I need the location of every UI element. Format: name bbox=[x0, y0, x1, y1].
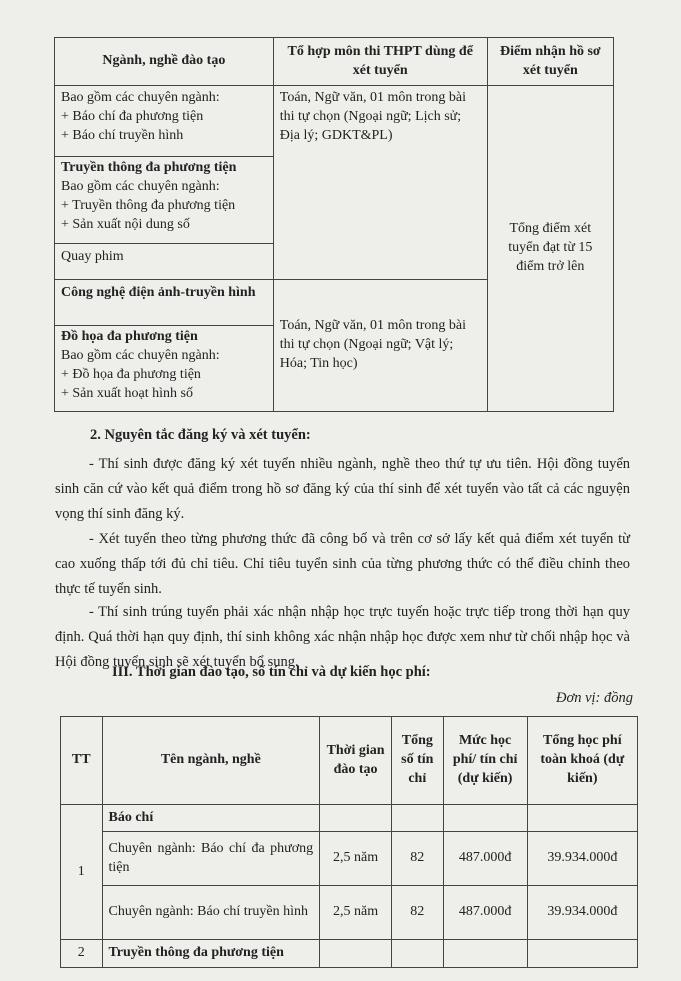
major-line: + Truyền thông đa phương tiện bbox=[61, 197, 236, 213]
major-cell bbox=[55, 86, 274, 157]
score-text: Tổng điểm xét tuyển đạt từ 15 điểm trở lên bbox=[508, 221, 593, 274]
major-line: + Báo chí đa phương tiện bbox=[61, 108, 204, 124]
major-title: Truyền thông đa phương tiện bbox=[61, 160, 237, 175]
empty-cell bbox=[320, 805, 392, 832]
row-number: 2 bbox=[61, 940, 103, 968]
table-header-row bbox=[55, 38, 614, 86]
section-3-title: III. Thời gian đào tạo, số tín chỉ và dự kiến học phí: bbox=[112, 664, 431, 680]
combination-text: Toán, Ngữ văn, 01 môn trong bài thi tự chọn (Ngoại ngữ; Lịch sử; Địa lý; GDKT&PL) bbox=[279, 90, 466, 143]
header-fee: Mức học phí/ tín chỉ (dự kiến) bbox=[443, 717, 527, 805]
tuition-table bbox=[60, 716, 638, 968]
header-time: Thời gian đào tạo bbox=[320, 717, 392, 805]
major-line: + Sản xuất hoạt hình số bbox=[61, 385, 193, 401]
paragraph bbox=[55, 452, 630, 527]
credits: 82 bbox=[391, 832, 443, 886]
major-line: Bao gồm các chuyên ngành: bbox=[61, 178, 220, 194]
major-line: + Sản xuất nội dung số bbox=[61, 216, 190, 232]
total-fee: 39.934.000đ bbox=[527, 832, 637, 886]
training-time: 2,5 năm bbox=[320, 886, 392, 940]
admission-combination-table bbox=[54, 37, 614, 412]
major-name: Chuyên ngành: Báo chí truyền hình bbox=[102, 886, 320, 940]
table-header-row bbox=[61, 717, 638, 805]
major-cell bbox=[55, 157, 274, 244]
group-name: Báo chí bbox=[102, 805, 320, 832]
header-tt: TT bbox=[61, 717, 103, 805]
major-title: Quay phim bbox=[61, 249, 124, 264]
empty-cell bbox=[320, 940, 392, 968]
empty-cell bbox=[443, 940, 527, 968]
training-time: 2,5 năm bbox=[320, 832, 392, 886]
major-cell bbox=[55, 244, 274, 280]
table-row bbox=[61, 940, 638, 968]
table-row bbox=[55, 86, 614, 157]
table-row bbox=[61, 805, 638, 832]
header-total: Tổng học phí toàn khoá (dự kiến) bbox=[527, 717, 637, 805]
header-combination: Tổ hợp môn thi THPT dùng để xét tuyển bbox=[273, 38, 487, 86]
empty-cell bbox=[391, 805, 443, 832]
table-row bbox=[61, 832, 638, 886]
header-credits: Tổng số tín chỉ bbox=[391, 717, 443, 805]
major-title: Công nghệ điện ảnh-truyền hình bbox=[61, 285, 256, 300]
total-fee: 39.934.000đ bbox=[527, 886, 637, 940]
group-name: Truyền thông đa phương tiện bbox=[102, 940, 320, 968]
paragraph-text: - Thí sinh trúng tuyển phải xác nhận nhập học trực tuyến hoặc trực tiếp trong thời hạn quy định. Quá thời hạn quy định, thí sinh không xác nhận nhập học được xem như từ chối nhập học và Hội đồng tuyển sinh sẽ xét tuyển bổ sung. bbox=[55, 604, 630, 670]
empty-cell bbox=[527, 940, 637, 968]
major-title: Đồ họa đa phương tiện bbox=[61, 329, 198, 344]
paragraph-text: - Xét tuyển theo từng phương thức đã công bố và trên cơ sở lấy kết quả điểm xét tuyển từ cao xuống thấp tới đủ chỉ tiêu. Chỉ tiêu tuyển sinh của từng phương thức có thể điều chỉnh theo thực tế tuyển sinh. bbox=[55, 531, 630, 597]
major-line: + Báo chí truyền hình bbox=[61, 127, 184, 143]
combination-cell-2 bbox=[273, 280, 487, 412]
row-number: 1 bbox=[61, 805, 103, 940]
major-line: + Đồ họa đa phương tiện bbox=[61, 366, 201, 382]
fee-per-credit: 487.000đ bbox=[443, 832, 527, 886]
section-2-title: 2. Nguyên tắc đăng ký và xét tuyển: bbox=[90, 427, 311, 443]
currency-unit: Đơn vị: đồng bbox=[555, 690, 633, 706]
combination-cell-1 bbox=[273, 86, 487, 280]
major-line: Bao gồm các chuyên ngành: bbox=[61, 90, 220, 105]
header-name: Tên ngành, nghề bbox=[102, 717, 320, 805]
major-cell bbox=[55, 280, 274, 326]
major-cell bbox=[55, 326, 274, 412]
fee-per-credit: 487.000đ bbox=[443, 886, 527, 940]
paragraph bbox=[55, 527, 630, 602]
major-line: Bao gồm các chuyên ngành: bbox=[61, 347, 220, 363]
combination-text: Toán, Ngữ văn, 01 môn trong bài thi tự chọn (Ngoại ngữ; Vật lý; Hóa; Tin học) bbox=[279, 318, 466, 371]
major-name: Chuyên ngành: Báo chí đa phương tiện bbox=[102, 832, 320, 886]
paragraph-text: - Thí sinh được đăng ký xét tuyển nhiều ngành, nghề theo thứ tự ưu tiên. Hội đồng tuyển sinh căn cứ vào kết quả điểm trong hồ sơ đăng ký của thí sinh để xét tuyển vào tất cả các nguyện vọng thí sinh đăng ký. bbox=[55, 456, 630, 522]
credits: 82 bbox=[391, 886, 443, 940]
header-score: Điểm nhận hồ sơ xét tuyển bbox=[487, 38, 613, 86]
table-row bbox=[61, 886, 638, 940]
empty-cell bbox=[443, 805, 527, 832]
empty-cell bbox=[391, 940, 443, 968]
header-major: Ngành, nghề đào tạo bbox=[55, 38, 274, 86]
score-cell bbox=[487, 86, 613, 412]
empty-cell bbox=[527, 805, 637, 832]
